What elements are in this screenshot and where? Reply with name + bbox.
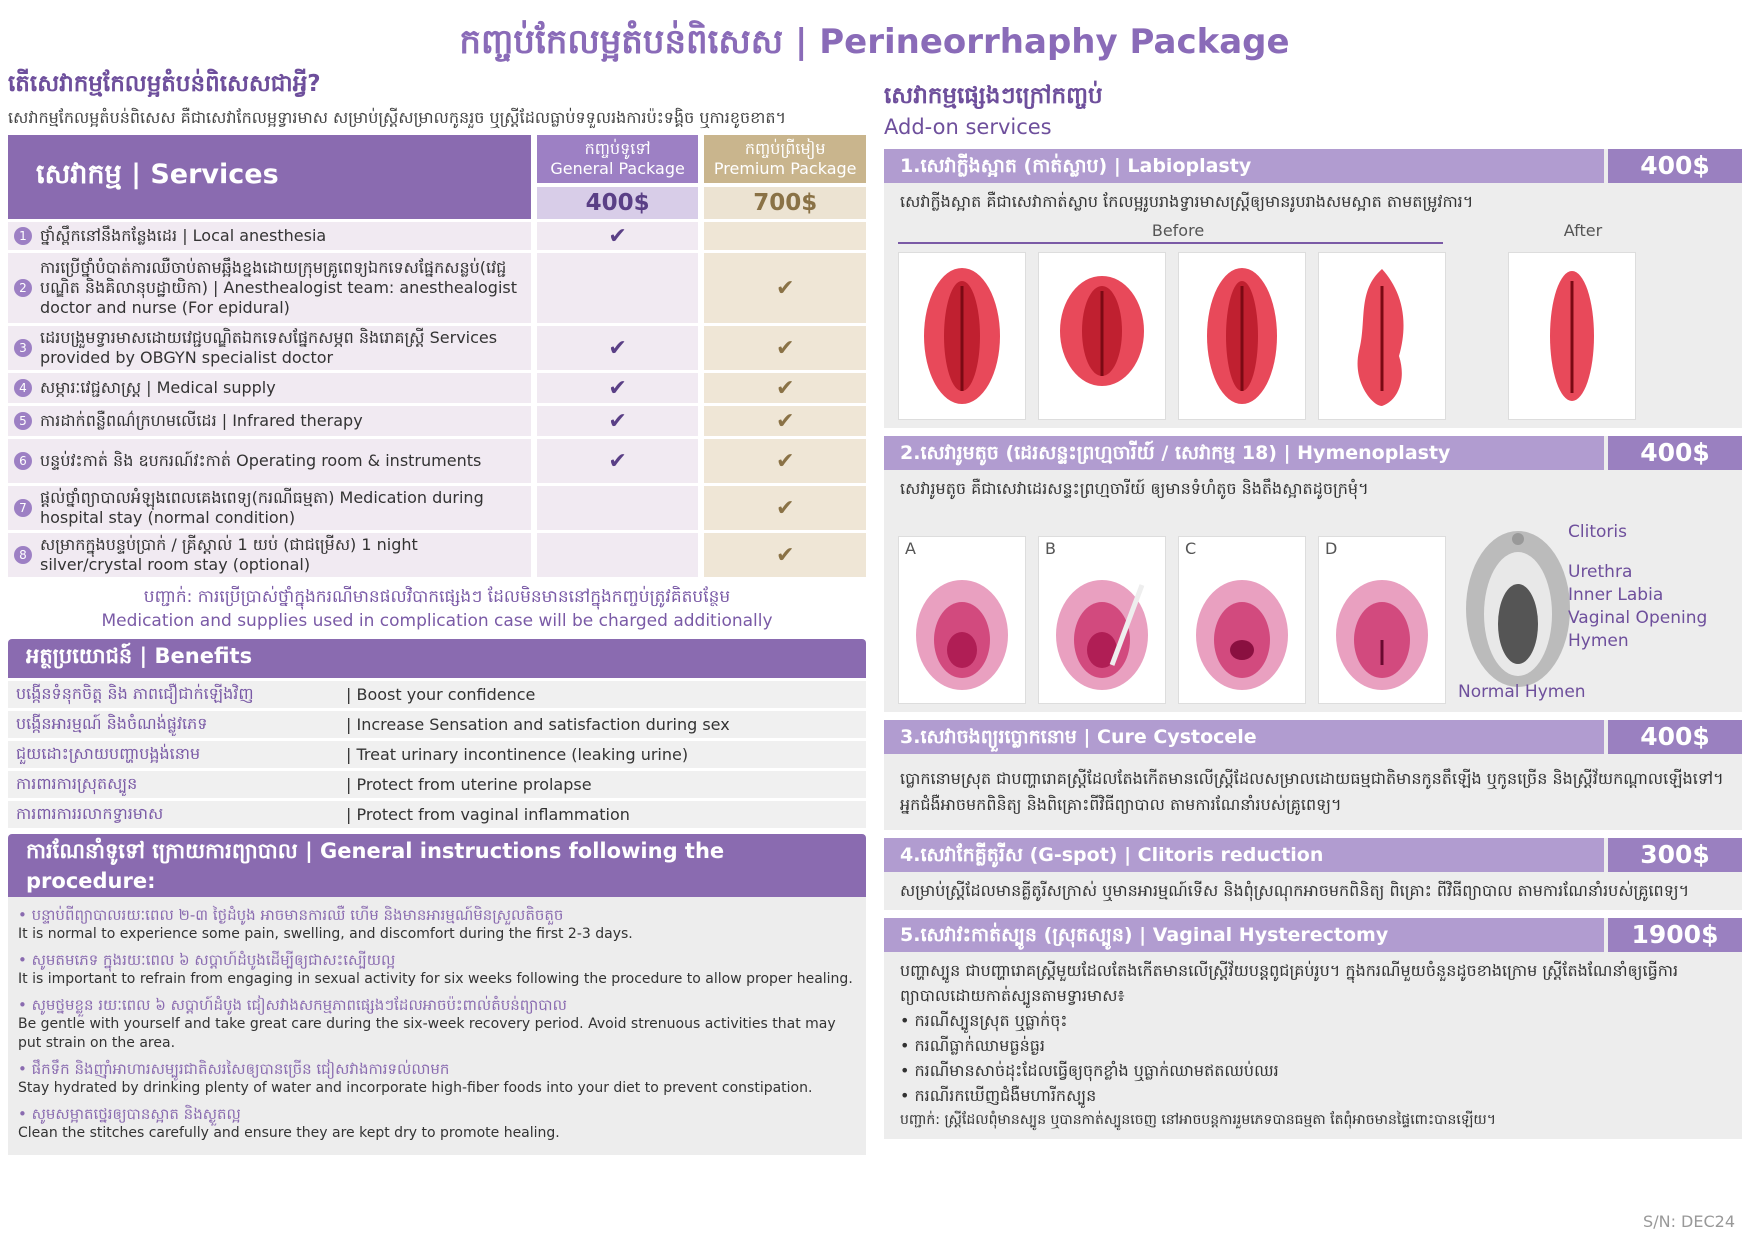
service-label: សម្ភារៈវេជ្ជសាស្ត្រ | Medical supply (40, 378, 276, 397)
labia-before-4 (1318, 252, 1446, 420)
bullet: • ករណីស្បូនស្រុត ឬធ្លាក់ចុះ (900, 1011, 1068, 1030)
hymen-diagram (1458, 514, 1718, 704)
serial-number: S/N: DEC24 (1643, 1212, 1735, 1231)
service-text (8, 373, 531, 403)
premium-check: ✔ (704, 373, 866, 403)
service-row (8, 222, 866, 250)
instructions-header: ការណែនាំទូទៅ ក្រោយការព្យាបាល | General instructions following the procedure: (8, 834, 866, 897)
label-vaginal-opening: Vaginal Opening (1568, 608, 1708, 628)
instruction-en: Stay hydrated by drinking plenty of water and incorporate high-fiber foods into your diet to prevent constipation. (18, 1080, 813, 1096)
premium-check: ✔ (704, 326, 866, 370)
benefit-en: | Increase Sensation and satisfaction during sex (346, 715, 730, 734)
row-number: 4 (14, 379, 32, 397)
label-clitoris: Clitoris (1568, 522, 1627, 542)
benefit-kh: បង្កើនអារម្មណ៍ និងចំណង់ផ្លូវភេទ (16, 713, 208, 733)
premium-check: ✔ (704, 439, 866, 483)
instruction-item (18, 905, 856, 944)
benefits-section (8, 639, 866, 828)
premium-package-kh: កញ្ចប់ព្រីមៀម (744, 139, 826, 158)
service-label: ការដាក់ពន្លឺពណ៌ក្រហមលើដេរ | Infrared therapy (40, 411, 363, 430)
addon-desc: បញ្ហាស្បូន ជាបញ្ហារោគស្ត្រីមួយដែលតែងកើតមានលើស្ត្រីវ័យបន្តពូជគ្រប់រូប។ ក្នុងករណីមួយចំនួនដូចខាងក្រោម ស្ត្រីតែងណែនាំឲ្យធ្វើការព្យាបាលដោយកាត់ស្បូនតាមទ្វារមាស៖ (900, 961, 1679, 1005)
note-en: Medication and supplies used in complication case will be charged additionally (101, 611, 773, 631)
addon-price: 400$ (1608, 436, 1742, 470)
service-label: សម្រាកក្នុងបន្ទប់ប្រាក់ / គ្រីស្តាល់ 1 យប់ (ជាជម្រើស) 1 night silver/crystal room stay (optional) (40, 535, 418, 574)
benefit-en: | Protect from vaginal inflammation (346, 805, 630, 824)
hymen-c (1178, 536, 1306, 704)
hymen-d (1318, 536, 1446, 704)
instruction-item (18, 950, 856, 989)
hymen-b (1038, 536, 1166, 704)
addon-price: 1900$ (1608, 918, 1742, 952)
general-check (537, 486, 699, 530)
instruction-item (18, 1059, 856, 1098)
premium-package-price: 700$ (704, 187, 866, 219)
benefit-row (8, 771, 866, 798)
labia-icon (1337, 261, 1427, 411)
service-label: ដេរបង្រួមទ្វារមាសដោយវេជ្ជបណ្ឌិតឯកទេសផ្នែកសម្ភព និងរោគស្ត្រី Services provided by OBGYN specialist doctor (40, 328, 498, 367)
bullet: • ករណីរកឃើញជំងឺមហារីកស្បូន (900, 1086, 1097, 1105)
hymen-icon (1192, 545, 1292, 695)
benefits-header: អត្ថប្រយោជន៍ | Benefits (8, 639, 866, 678)
addon-hymenoplasty (884, 436, 1742, 712)
left-column (8, 70, 866, 1155)
before-label: Before (1151, 221, 1205, 240)
row-number: 7 (14, 499, 32, 517)
diagram-caption: Normal Hymen (1458, 682, 1586, 702)
bullet: • ករណីមានសាច់ដុះដែលធ្វើឲ្យចុកខ្លាំង ឬធ្លាក់ឈាមឥតឈប់ឈរ (900, 1061, 1279, 1080)
instruction-item (18, 1104, 856, 1143)
general-package-kh: កញ្ចប់ទូទៅ (584, 139, 651, 158)
addon-note: បញ្ជាក់: ស្ត្រីដែលពុំមានស្បូន ឬបានកាត់ស្បូនចេញ នៅអាចបន្តការរួមភេទបានធម្មតា តែពុំអាចមានផ្ទៃពោះបានឡើយ។ (900, 1112, 1496, 1128)
premium-check: ✔ (704, 486, 866, 530)
benefit-en: | Boost your confidence (346, 685, 536, 704)
hymen-a (898, 536, 1026, 704)
general-check: ✔ (537, 326, 699, 370)
general-package-price: 400$ (537, 187, 699, 219)
addon-title-en: Add-on services (884, 115, 1052, 139)
service-text (8, 253, 531, 323)
addon-name: 4.សេវាកែគ្លីតូរីស (G-spot) | Clitoris reduction (884, 838, 1604, 872)
instructions-section (8, 834, 866, 1155)
service-row (8, 373, 866, 403)
service-row (8, 326, 866, 370)
premium-check (704, 222, 866, 250)
label-inner-labia: Inner Labia (1568, 585, 1664, 605)
hymen-d-label: D (1325, 539, 1338, 558)
bullet: • ករណីធ្លាក់ឈាមធ្ងន់ធ្ងរ (900, 1036, 1045, 1055)
intro-text: សេវាកម្មកែលម្អតំបន់ពិសេស គឺជាសេវាកែលម្អទ្វារមាស សម្រាប់ស្ត្រីសម្រាលកូនរួច ឬស្ត្រីដែលធ្លាប់ទទួលរងការប៉ះទង្គិច ឬការខូចខាត។ (8, 108, 787, 127)
addon-price: 400$ (1608, 149, 1742, 183)
benefit-row (8, 681, 866, 708)
note-kh: បញ្ជាក់: ការប្រើប្រាស់ថ្នាំក្នុងករណីមានផលវិបាកផ្សេងៗ ដែលមិនមាននៅក្នុងកញ្ចប់ត្រូវគិតបន្ថែម (143, 587, 731, 607)
hymen-c-label: C (1185, 539, 1197, 558)
labia-icon (1527, 261, 1617, 411)
instruction-kh: • សូមសម្អាតថ្នេរឲ្យបានស្អាត និងស្ងួតល្អ (18, 1105, 241, 1123)
service-row (8, 253, 866, 323)
instruction-item (18, 995, 856, 1053)
service-label: ផ្តល់ថ្នាំព្យាបាលអំឡុងពេលគេងពេទ្យ(ករណីធម្មតា) Medication during hospital stay (normal condition) (40, 488, 484, 527)
labia-before-2 (1038, 252, 1166, 420)
general-check: ✔ (537, 439, 699, 483)
row-number: 3 (14, 339, 32, 357)
premium-check: ✔ (704, 406, 866, 436)
addon-name: 5.សេវាវះកាត់ស្បូន (ស្រុតស្បូន) | Vaginal Hysterectomy (884, 918, 1604, 952)
services-header: សេវាកម្ម | Services (8, 135, 531, 219)
service-row (8, 439, 866, 483)
service-label: ថ្នាំស្ពឹកនៅនឹងកន្លែងដេរ | Local anesthesia (40, 226, 327, 245)
benefit-kh: បង្កើនទំនុកចិត្ត និង ភាពជឿជាក់ឡើងវិញ (16, 683, 254, 703)
benefit-row (8, 801, 866, 828)
row-number: 2 (14, 279, 32, 297)
instruction-kh: • សូមតមភេទ ក្នុងរយៈពេល ៦ សប្តាហ៍ដំបូងដើម្បីឲ្យជាសះស្បើយល្អ (18, 951, 396, 969)
instruction-kh: • បន្ទាប់ពីព្យាបាលរយៈពេល ២-៣ ថ្ងៃដំបូង អាចមានការឈឺ ហើម និងមានអារម្មណ៍មិនស្រួលតិចតួច (18, 906, 564, 924)
service-row (8, 406, 866, 436)
benefit-kh: ជួយដោះស្រាយបញ្ហាបង្អង់នោម (16, 743, 201, 763)
general-check (537, 253, 699, 323)
hymen-b-label: B (1045, 539, 1056, 558)
benefit-en: | Protect from uterine prolapse (346, 775, 592, 794)
addon-hysterectomy (884, 918, 1742, 1139)
labia-icon (917, 261, 1007, 411)
service-text (8, 222, 531, 250)
addon-desc: ប្លោកនោមស្រុត ជាបញ្ហារោគស្ត្រីដែលតែងកើតមានលើស្ត្រីដែលសម្រាលដោយធម្មជាតិមានកូនតឹឡើង ឬកូនច្រើន និងស្ត្រីវ័យកណ្តាលឡើងទៅ។ អ្នកជំងឺអាចមកពិនិត្យ និងពិគ្រោះពីវិធីព្យាបាល តាមការណែនាំរបស់គ្រូពេទ្យ។ (900, 769, 1724, 814)
row-number: 1 (14, 227, 32, 245)
labia-before-3 (1178, 252, 1306, 420)
addon-name: 1.សេវាក្លីងស្អាត (កាត់ស្លាប) | Labioplasty (884, 149, 1604, 183)
hymen-icon (1332, 545, 1432, 695)
hymen-a-label: A (905, 539, 916, 558)
service-text (8, 326, 531, 370)
service-text (8, 406, 531, 436)
service-label: បន្ទប់វះកាត់ និង ឧបករណ៍វះកាត់ Operating room & instruments (40, 451, 482, 470)
hymen-icon (912, 545, 1012, 695)
service-text (8, 439, 531, 483)
labia-after (1508, 252, 1636, 420)
labia-icon (1057, 261, 1147, 411)
general-check: ✔ (537, 373, 699, 403)
addon-name: 3.សេវាចងព្យួរប្លោកនោម | Cure Cystocele (884, 720, 1604, 754)
addon-desc: សេវារូមតូច គឺជាសេវាដេរសន្ទះព្រហ្មចារីយ៍ ឲ្យមានទំហំតូច និងតឹងស្អាតដូចក្រមុំ។ (900, 479, 1369, 498)
premium-package-en: Premium Package (713, 159, 857, 178)
service-row (8, 486, 866, 530)
page-title: កញ្ចប់កែលម្អតំបន់ពិសេស | Perineorrhaphy Package (459, 22, 1290, 62)
label-urethra: Urethra (1568, 562, 1633, 582)
premium-check: ✔ (704, 533, 866, 577)
addon-price: 300$ (1608, 838, 1742, 872)
addon-labioplasty (884, 149, 1742, 428)
instruction-en: Clean the stitches carefully and ensure they are kept dry to promote healing. (18, 1125, 560, 1141)
instruction-en: It is normal to experience some pain, swelling, and discomfort during the first 2-3 days. (18, 926, 633, 942)
row-number: 6 (14, 452, 32, 470)
row-number: 8 (14, 546, 32, 564)
benefit-kh: ការពារការស្រុតស្បូន (16, 773, 138, 793)
service-label: ការប្រើថ្នាំបំបាត់ការឈឺចាប់តាមឆ្អឹងខ្នងដោយក្រុមគ្រូពេទ្យឯកទេសផ្នែកសន្លប់(វេជ្ជបណ្ឌិត និងគិលានុបដ្ឋាយិកា) | Anesthealogist team: anesthealogist doctor and nurse (For epidural) (40, 258, 518, 317)
service-row (8, 533, 866, 577)
addon-cystocele (884, 720, 1742, 830)
benefit-row (8, 711, 866, 738)
services-note (8, 585, 866, 633)
benefit-kh: ការពារការរលាកទ្វារមាស (16, 803, 164, 823)
addon-title-kh: សេវាកម្មផ្សេងៗក្រៅកញ្ចប់ (884, 83, 1103, 109)
labia-before-1 (898, 252, 1026, 420)
addon-name: 2.សេវារូមតូច (ដេរសន្ទះព្រហ្មចារីយ៍ / សេវាកម្ម 18) | Hymenoplasty (884, 436, 1604, 470)
labia-icon (1197, 261, 1287, 411)
general-check: ✔ (537, 222, 699, 250)
general-check (537, 533, 699, 577)
general-package-en: General Package (550, 159, 685, 178)
premium-check: ✔ (704, 253, 866, 323)
addon-price: 400$ (1608, 720, 1742, 754)
after-label: After (1563, 221, 1603, 240)
addon-clitoris (884, 838, 1742, 910)
addon-desc: សេវាក្លីងស្អាត គឺជាសេវាកាត់ស្លាប កែលម្អរូបរាងទ្វារមាសស្ត្រីឲ្យមានរូបរាងសមស្អាត តាមតម្រូវការ។ (900, 192, 1474, 211)
services-table (8, 135, 866, 577)
benefit-en: | Treat urinary incontinence (leaking urine) (346, 745, 689, 764)
hymen-diagram-icon (1458, 514, 1578, 689)
instruction-en: Be gentle with yourself and take great care during the six-week recovery period. Avoid strenuous activities that may put strain on the area. (18, 1016, 836, 1051)
general-package (537, 135, 699, 219)
instruction-en: It is important to refrain from engaging in sexual activity for six weeks following the procedure to allow proper healing. (18, 971, 853, 987)
premium-package (704, 135, 866, 219)
hymen-icon (1052, 545, 1152, 695)
right-column (884, 82, 1742, 1147)
service-text (8, 533, 531, 577)
benefit-row (8, 741, 866, 768)
label-hymen: Hymen (1568, 631, 1629, 651)
instruction-kh: • សូមថ្នមខ្លួន រយៈពេល ៦ សប្តាហ៍ដំបូង ជៀសវាងសកម្មភាពផ្សេងៗដែលអាចប៉ះពាល់តំបន់ព្យាបាល (18, 996, 567, 1014)
service-text (8, 486, 531, 530)
intro-question: តើសេវាកម្មកែលម្អតំបន់ពិសេសជាអ្វី? (8, 71, 321, 97)
row-number: 5 (14, 412, 32, 430)
addon-desc: សម្រាប់ស្ត្រីដែលមានគ្លីតូរីសក្រាស់ ឬមានអារម្មណ៍ទើស និងពុំស្រណុកអាចមកពិនិត្យ ពិគ្រោះ ពីវិធីព្យាបាល តាមការណែនាំរបស់គ្រូពេទ្យ។ (900, 881, 1690, 900)
general-check: ✔ (537, 406, 699, 436)
instruction-kh: • ផឹកទឹក និងញ៉ាំអាហារសម្បូរជាតិសរសៃឲ្យបានច្រើន ជៀសវាងការទល់លាមក (18, 1060, 450, 1078)
